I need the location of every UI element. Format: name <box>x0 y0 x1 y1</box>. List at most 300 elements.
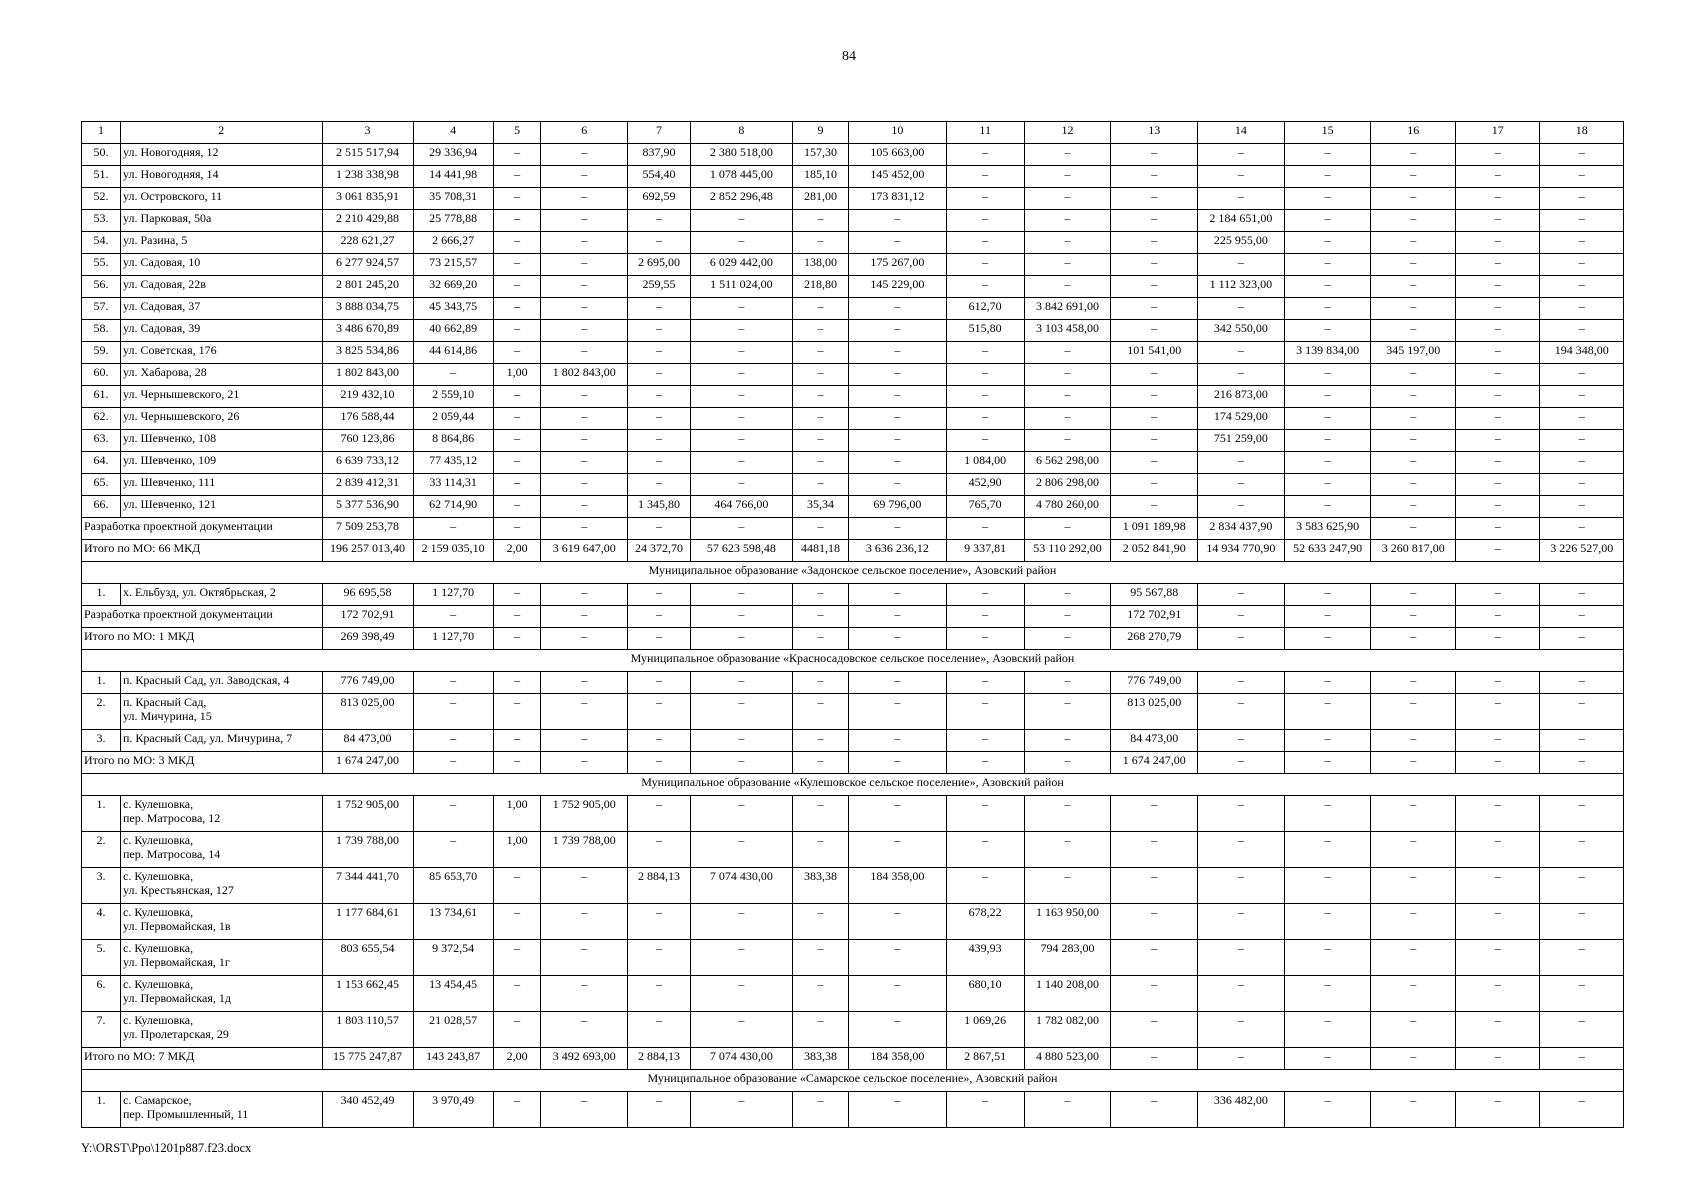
table-cell: – <box>1024 606 1111 628</box>
table-cell: – <box>690 342 792 364</box>
table-cell: 176 588,44 <box>322 408 413 430</box>
column-number-cell: 7 <box>628 122 691 144</box>
summary-row <box>82 628 1624 650</box>
table-cell: – <box>1024 868 1111 904</box>
table-cell: – <box>1540 584 1624 606</box>
table-cell: – <box>541 672 628 694</box>
address-cell: ул. Шевченко, 108 <box>121 430 323 452</box>
table-cell: – <box>1024 628 1111 650</box>
table-cell: 6 562 298,00 <box>1024 452 1111 474</box>
table-cell: – <box>1455 628 1540 650</box>
table-cell: – <box>1024 408 1111 430</box>
table-cell: 32 669,20 <box>413 276 493 298</box>
table-cell: – <box>493 276 541 298</box>
table-cell: – <box>493 1092 541 1128</box>
table-cell: 29 336,94 <box>413 144 493 166</box>
table-cell: – <box>1024 342 1111 364</box>
table-cell: 4481,18 <box>792 540 848 562</box>
table-cell: – <box>1198 342 1285 364</box>
table-cell: – <box>1284 752 1371 774</box>
table-cell: – <box>792 364 848 386</box>
table-cell: – <box>493 628 541 650</box>
table-cell: 57 623 598,48 <box>690 540 792 562</box>
table-cell: – <box>628 342 691 364</box>
table-cell: 172 702,91 <box>322 606 413 628</box>
table-cell: – <box>1540 166 1624 188</box>
table-cell: 1 140 208,00 <box>1024 976 1111 1012</box>
table-row <box>82 584 1624 606</box>
table-cell: – <box>690 1012 792 1048</box>
table-cell: – <box>541 188 628 210</box>
row-number: 54. <box>82 232 121 254</box>
table-row <box>82 386 1624 408</box>
address-cell: ул. Хабарова, 28 <box>121 364 323 386</box>
summary-row <box>82 606 1624 628</box>
table-cell: – <box>1371 940 1456 976</box>
table-cell: – <box>1371 254 1456 276</box>
table-cell: 143 243,87 <box>413 1048 493 1070</box>
table-cell: 2 695,00 <box>628 254 691 276</box>
table-cell: 794 283,00 <box>1024 940 1111 976</box>
table-cell: – <box>1455 166 1540 188</box>
table-cell: – <box>1455 540 1540 562</box>
table-cell: – <box>541 386 628 408</box>
table-cell: – <box>1284 144 1371 166</box>
table-cell: – <box>541 276 628 298</box>
table-cell: – <box>849 796 947 832</box>
table-cell: – <box>1024 752 1111 774</box>
table-cell: – <box>1198 1048 1285 1070</box>
summary-label: Итого по МО: 3 МКД <box>82 752 323 774</box>
table-cell: – <box>493 232 541 254</box>
table-cell: 3 583 625,90 <box>1284 518 1371 540</box>
table-cell: – <box>946 628 1024 650</box>
table-cell: 7 074 430,00 <box>690 1048 792 1070</box>
table-cell: 1 238 338,98 <box>322 166 413 188</box>
table-cell: 3 970,49 <box>413 1092 493 1128</box>
table-cell: – <box>1284 1012 1371 1048</box>
table-cell: – <box>1371 364 1456 386</box>
table-cell: – <box>493 694 541 730</box>
table-cell: 196 257 013,40 <box>322 540 413 562</box>
table-cell: 15 775 247,87 <box>322 1048 413 1070</box>
table-cell: 760 123,86 <box>322 430 413 452</box>
table-cell: 680,10 <box>946 976 1024 1012</box>
table-cell: – <box>690 518 792 540</box>
table-cell: 62 714,90 <box>413 496 493 518</box>
table-cell: 1,00 <box>493 364 541 386</box>
row-number: 53. <box>82 210 121 232</box>
table-row <box>82 166 1624 188</box>
table-cell: – <box>792 518 848 540</box>
table-cell: 9 372,54 <box>413 940 493 976</box>
table-cell: – <box>946 868 1024 904</box>
table-cell: – <box>1371 976 1456 1012</box>
table-cell: 554,40 <box>628 166 691 188</box>
table-cell: – <box>1198 188 1285 210</box>
table-cell: – <box>1540 518 1624 540</box>
table-cell: – <box>493 1012 541 1048</box>
table-cell: – <box>849 1012 947 1048</box>
table-cell: 13 734,61 <box>413 904 493 940</box>
table-cell: – <box>541 752 628 774</box>
column-number-cell: 9 <box>792 122 848 144</box>
table-cell: 2 159 035,10 <box>413 540 493 562</box>
table-cell: – <box>1540 232 1624 254</box>
table-cell: – <box>1540 832 1624 868</box>
table-row <box>82 452 1624 474</box>
address-cell: с. Кулешовка, ул. Пролетарская, 29 <box>121 1012 323 1048</box>
table-cell: – <box>628 1092 691 1128</box>
table-cell: – <box>1111 364 1198 386</box>
table-cell: 6 029 442,00 <box>690 254 792 276</box>
table-row <box>82 342 1624 364</box>
row-number: 60. <box>82 364 121 386</box>
address-cell: с. Кулешовка, ул. Первомайская, 1в <box>121 904 323 940</box>
table-cell: – <box>1540 1012 1624 1048</box>
address-cell: ул. Садовая, 37 <box>121 298 323 320</box>
address-cell: ул. Шевченко, 111 <box>121 474 323 496</box>
table-cell: 184 358,00 <box>849 868 947 904</box>
table-cell: – <box>946 364 1024 386</box>
column-number-cell: 12 <box>1024 122 1111 144</box>
table-cell: – <box>1371 868 1456 904</box>
table-cell: – <box>792 606 848 628</box>
table-cell: – <box>1198 584 1285 606</box>
table-cell: – <box>493 976 541 1012</box>
table-cell: 2 052 841,90 <box>1111 540 1198 562</box>
table-cell: – <box>1284 210 1371 232</box>
row-number: 3. <box>82 868 121 904</box>
table-cell: – <box>1371 518 1456 540</box>
address-cell: ул. Шевченко, 109 <box>121 452 323 474</box>
table-cell: 6 639 733,12 <box>322 452 413 474</box>
table-cell: – <box>628 430 691 452</box>
table-cell: 1 127,70 <box>413 628 493 650</box>
table-cell: 96 695,58 <box>322 584 413 606</box>
table-cell: 464 766,00 <box>690 496 792 518</box>
table-cell: 24 372,70 <box>628 540 691 562</box>
table-cell: – <box>493 254 541 276</box>
address-cell: ул. Советская, 176 <box>121 342 323 364</box>
table-cell: – <box>690 904 792 940</box>
table-cell: 268 270,79 <box>1111 628 1198 650</box>
row-number: 55. <box>82 254 121 276</box>
table-row <box>82 232 1624 254</box>
table-cell: – <box>849 452 947 474</box>
table-cell: – <box>493 518 541 540</box>
data-table <box>81 121 1624 1128</box>
table-cell: – <box>1024 518 1111 540</box>
table-cell: – <box>1284 276 1371 298</box>
row-number: 1. <box>82 672 121 694</box>
table-cell: – <box>628 628 691 650</box>
table-cell: 3 061 835,91 <box>322 188 413 210</box>
section-title: Муниципальное образование «Задонское сельское поселение», Азовский район <box>82 562 1624 584</box>
table-cell: – <box>541 166 628 188</box>
table-cell: – <box>792 342 848 364</box>
table-cell: 14 934 770,90 <box>1198 540 1285 562</box>
table-row <box>82 694 1624 730</box>
table-cell: – <box>1371 430 1456 452</box>
table-cell: – <box>1540 496 1624 518</box>
table-cell: – <box>1198 940 1285 976</box>
row-number: 58. <box>82 320 121 342</box>
section-title: Муниципальное образование «Самарское сельское поселение», Азовский район <box>82 1070 1624 1092</box>
table-cell: – <box>1455 1048 1540 1070</box>
table-row <box>82 976 1624 1012</box>
table-cell: – <box>849 752 947 774</box>
table-cell: – <box>541 298 628 320</box>
table-cell: – <box>541 254 628 276</box>
table-cell: – <box>1284 904 1371 940</box>
table-cell: 2 559,10 <box>413 386 493 408</box>
table-cell: 218,80 <box>792 276 848 298</box>
table-cell: 228 621,27 <box>322 232 413 254</box>
table-cell: – <box>690 364 792 386</box>
row-number: 7. <box>82 1012 121 1048</box>
table-cell: 612,70 <box>946 298 1024 320</box>
table-cell: – <box>413 730 493 752</box>
table-cell: – <box>413 518 493 540</box>
table-cell: – <box>1284 452 1371 474</box>
row-number: 61. <box>82 386 121 408</box>
table-cell: 174 529,00 <box>1198 408 1285 430</box>
table-cell: – <box>946 694 1024 730</box>
table-cell: 21 028,57 <box>413 1012 493 1048</box>
address-cell: ул. Садовая, 22в <box>121 276 323 298</box>
summary-row <box>82 1048 1624 1070</box>
column-number-cell: 16 <box>1371 122 1456 144</box>
table-cell: – <box>1455 694 1540 730</box>
table-cell: – <box>1198 1012 1285 1048</box>
row-number: 56. <box>82 276 121 298</box>
table-cell: – <box>1455 342 1540 364</box>
table-cell: – <box>690 408 792 430</box>
table-cell: – <box>792 904 848 940</box>
table-cell: 45 343,75 <box>413 298 493 320</box>
address-cell: ул. Садовая, 39 <box>121 320 323 342</box>
table-cell: – <box>792 940 848 976</box>
table-cell: – <box>413 694 493 730</box>
table-cell: – <box>1455 232 1540 254</box>
table-cell: – <box>1540 904 1624 940</box>
address-cell: п. Красный Сад, ул. Мичурина, 7 <box>121 730 323 752</box>
table-cell: 25 778,88 <box>413 210 493 232</box>
table-cell: – <box>1540 1048 1624 1070</box>
table-cell: 194 348,00 <box>1540 342 1624 364</box>
table-cell: – <box>628 694 691 730</box>
table-cell: – <box>1024 210 1111 232</box>
table-cell: – <box>792 232 848 254</box>
summary-row <box>82 518 1624 540</box>
column-number-cell: 6 <box>541 122 628 144</box>
table-cell: – <box>946 276 1024 298</box>
table-cell: 3 619 647,00 <box>541 540 628 562</box>
table-cell: – <box>1371 832 1456 868</box>
table-cell: – <box>413 672 493 694</box>
table-cell: – <box>690 1092 792 1128</box>
table-cell: 9 337,81 <box>946 540 1024 562</box>
table-cell: 1 752 905,00 <box>322 796 413 832</box>
table-cell: – <box>849 232 947 254</box>
table-cell: – <box>946 730 1024 752</box>
table-row <box>82 832 1624 868</box>
table-row <box>82 364 1624 386</box>
table-cell: – <box>1455 496 1540 518</box>
table-cell: – <box>1284 796 1371 832</box>
table-cell: – <box>1198 144 1285 166</box>
table-cell: 1 078 445,00 <box>690 166 792 188</box>
table-cell: – <box>628 940 691 976</box>
table-cell: – <box>628 232 691 254</box>
table-cell: – <box>628 584 691 606</box>
table-row <box>82 730 1624 752</box>
table-cell: – <box>690 672 792 694</box>
table-cell: 383,38 <box>792 868 848 904</box>
table-cell: 4 880 523,00 <box>1024 1048 1111 1070</box>
table-cell: 3 636 236,12 <box>849 540 947 562</box>
table-cell: – <box>541 144 628 166</box>
table-cell: 7 509 253,78 <box>322 518 413 540</box>
column-number-cell: 17 <box>1455 122 1540 144</box>
table-cell: – <box>690 210 792 232</box>
table-row <box>82 144 1624 166</box>
table-cell: 105 663,00 <box>849 144 947 166</box>
table-cell: 2 852 296,48 <box>690 188 792 210</box>
table-cell: 2 210 429,88 <box>322 210 413 232</box>
table-cell: – <box>1111 796 1198 832</box>
table-cell: – <box>1198 730 1285 752</box>
table-cell: – <box>1455 298 1540 320</box>
table-cell: – <box>1111 232 1198 254</box>
table-cell: – <box>1198 474 1285 496</box>
table-cell: 2 515 517,94 <box>322 144 413 166</box>
table-cell: – <box>1540 408 1624 430</box>
table-cell: – <box>792 730 848 752</box>
table-cell: – <box>1024 166 1111 188</box>
table-cell: – <box>690 606 792 628</box>
table-cell: – <box>1371 584 1456 606</box>
table-cell: – <box>1024 694 1111 730</box>
table-cell: – <box>1198 672 1285 694</box>
table-cell: – <box>1284 298 1371 320</box>
table-cell: – <box>1284 364 1371 386</box>
section-header-row <box>82 1070 1624 1092</box>
address-cell: ул. Разина, 5 <box>121 232 323 254</box>
table-cell: – <box>1284 188 1371 210</box>
table-cell: – <box>628 474 691 496</box>
table-cell: – <box>1455 474 1540 496</box>
row-number: 2. <box>82 832 121 868</box>
table-cell: – <box>1111 298 1198 320</box>
table-cell: – <box>1540 796 1624 832</box>
row-number: 5. <box>82 940 121 976</box>
table-cell: – <box>690 386 792 408</box>
table-cell: – <box>849 584 947 606</box>
column-number-cell: 4 <box>413 122 493 144</box>
table-cell: – <box>1455 430 1540 452</box>
row-number: 62. <box>82 408 121 430</box>
table-cell: 1 782 082,00 <box>1024 1012 1111 1048</box>
table-cell: – <box>1540 276 1624 298</box>
table-cell: – <box>946 606 1024 628</box>
row-number: 66. <box>82 496 121 518</box>
table-cell: – <box>690 752 792 774</box>
row-number: 65. <box>82 474 121 496</box>
table-cell: – <box>1455 254 1540 276</box>
table-cell: – <box>541 1092 628 1128</box>
table-cell: 2,00 <box>493 540 541 562</box>
table-cell: 84 473,00 <box>1111 730 1198 752</box>
table-cell: – <box>1371 474 1456 496</box>
row-number: 6. <box>82 976 121 1012</box>
table-cell: – <box>1371 232 1456 254</box>
table-cell: 1 069,26 <box>946 1012 1024 1048</box>
table-cell: – <box>1198 976 1285 1012</box>
column-number-cell: 14 <box>1198 122 1285 144</box>
table-cell: – <box>849 210 947 232</box>
table-cell: 2 884,13 <box>628 868 691 904</box>
table-cell: – <box>493 298 541 320</box>
table-cell: – <box>493 752 541 774</box>
table-cell: – <box>1540 188 1624 210</box>
table-cell: 776 749,00 <box>322 672 413 694</box>
table-cell: – <box>1371 166 1456 188</box>
table-cell: 813 025,00 <box>1111 694 1198 730</box>
row-number: 1. <box>82 796 121 832</box>
table-cell: 7 344 441,70 <box>322 868 413 904</box>
table-cell: 1 752 905,00 <box>541 796 628 832</box>
table-cell: – <box>1284 832 1371 868</box>
address-cell: ул. Садовая, 10 <box>121 254 323 276</box>
table-cell: 35,34 <box>792 496 848 518</box>
table-cell: 7 074 430,00 <box>690 868 792 904</box>
table-cell: 1,00 <box>493 796 541 832</box>
address-cell: с. Кулешовка, ул. Первомайская, 1д <box>121 976 323 1012</box>
table-cell: – <box>1371 386 1456 408</box>
table-cell: – <box>541 518 628 540</box>
table-cell: 1 091 189,98 <box>1111 518 1198 540</box>
table-cell: 184 358,00 <box>849 1048 947 1070</box>
page-number: 84 <box>842 49 856 64</box>
table-cell: – <box>1024 232 1111 254</box>
table-cell: 1 084,00 <box>946 452 1024 474</box>
table-cell: – <box>1455 796 1540 832</box>
table-cell: – <box>493 320 541 342</box>
table-cell: 515,80 <box>946 320 1024 342</box>
table-cell: 73 215,57 <box>413 254 493 276</box>
table-cell: – <box>493 868 541 904</box>
address-cell: с. Кулешовка, пер. Матросова, 12 <box>121 796 323 832</box>
table-cell: – <box>1455 386 1540 408</box>
table-cell: 765,70 <box>946 496 1024 518</box>
table-cell: – <box>541 868 628 904</box>
table-cell: – <box>1024 144 1111 166</box>
table-cell: – <box>1024 730 1111 752</box>
table-cell: – <box>1024 832 1111 868</box>
table-cell: – <box>1111 452 1198 474</box>
table-cell: 1 802 843,00 <box>322 364 413 386</box>
table-cell: – <box>1284 694 1371 730</box>
table-cell: – <box>1455 144 1540 166</box>
table-cell: – <box>849 320 947 342</box>
table-cell: – <box>792 1092 848 1128</box>
address-cell: с. Кулешовка, пер. Матросова, 14 <box>121 832 323 868</box>
table-cell: – <box>1111 1012 1198 1048</box>
table-cell: – <box>1024 796 1111 832</box>
table-cell: 452,90 <box>946 474 1024 496</box>
